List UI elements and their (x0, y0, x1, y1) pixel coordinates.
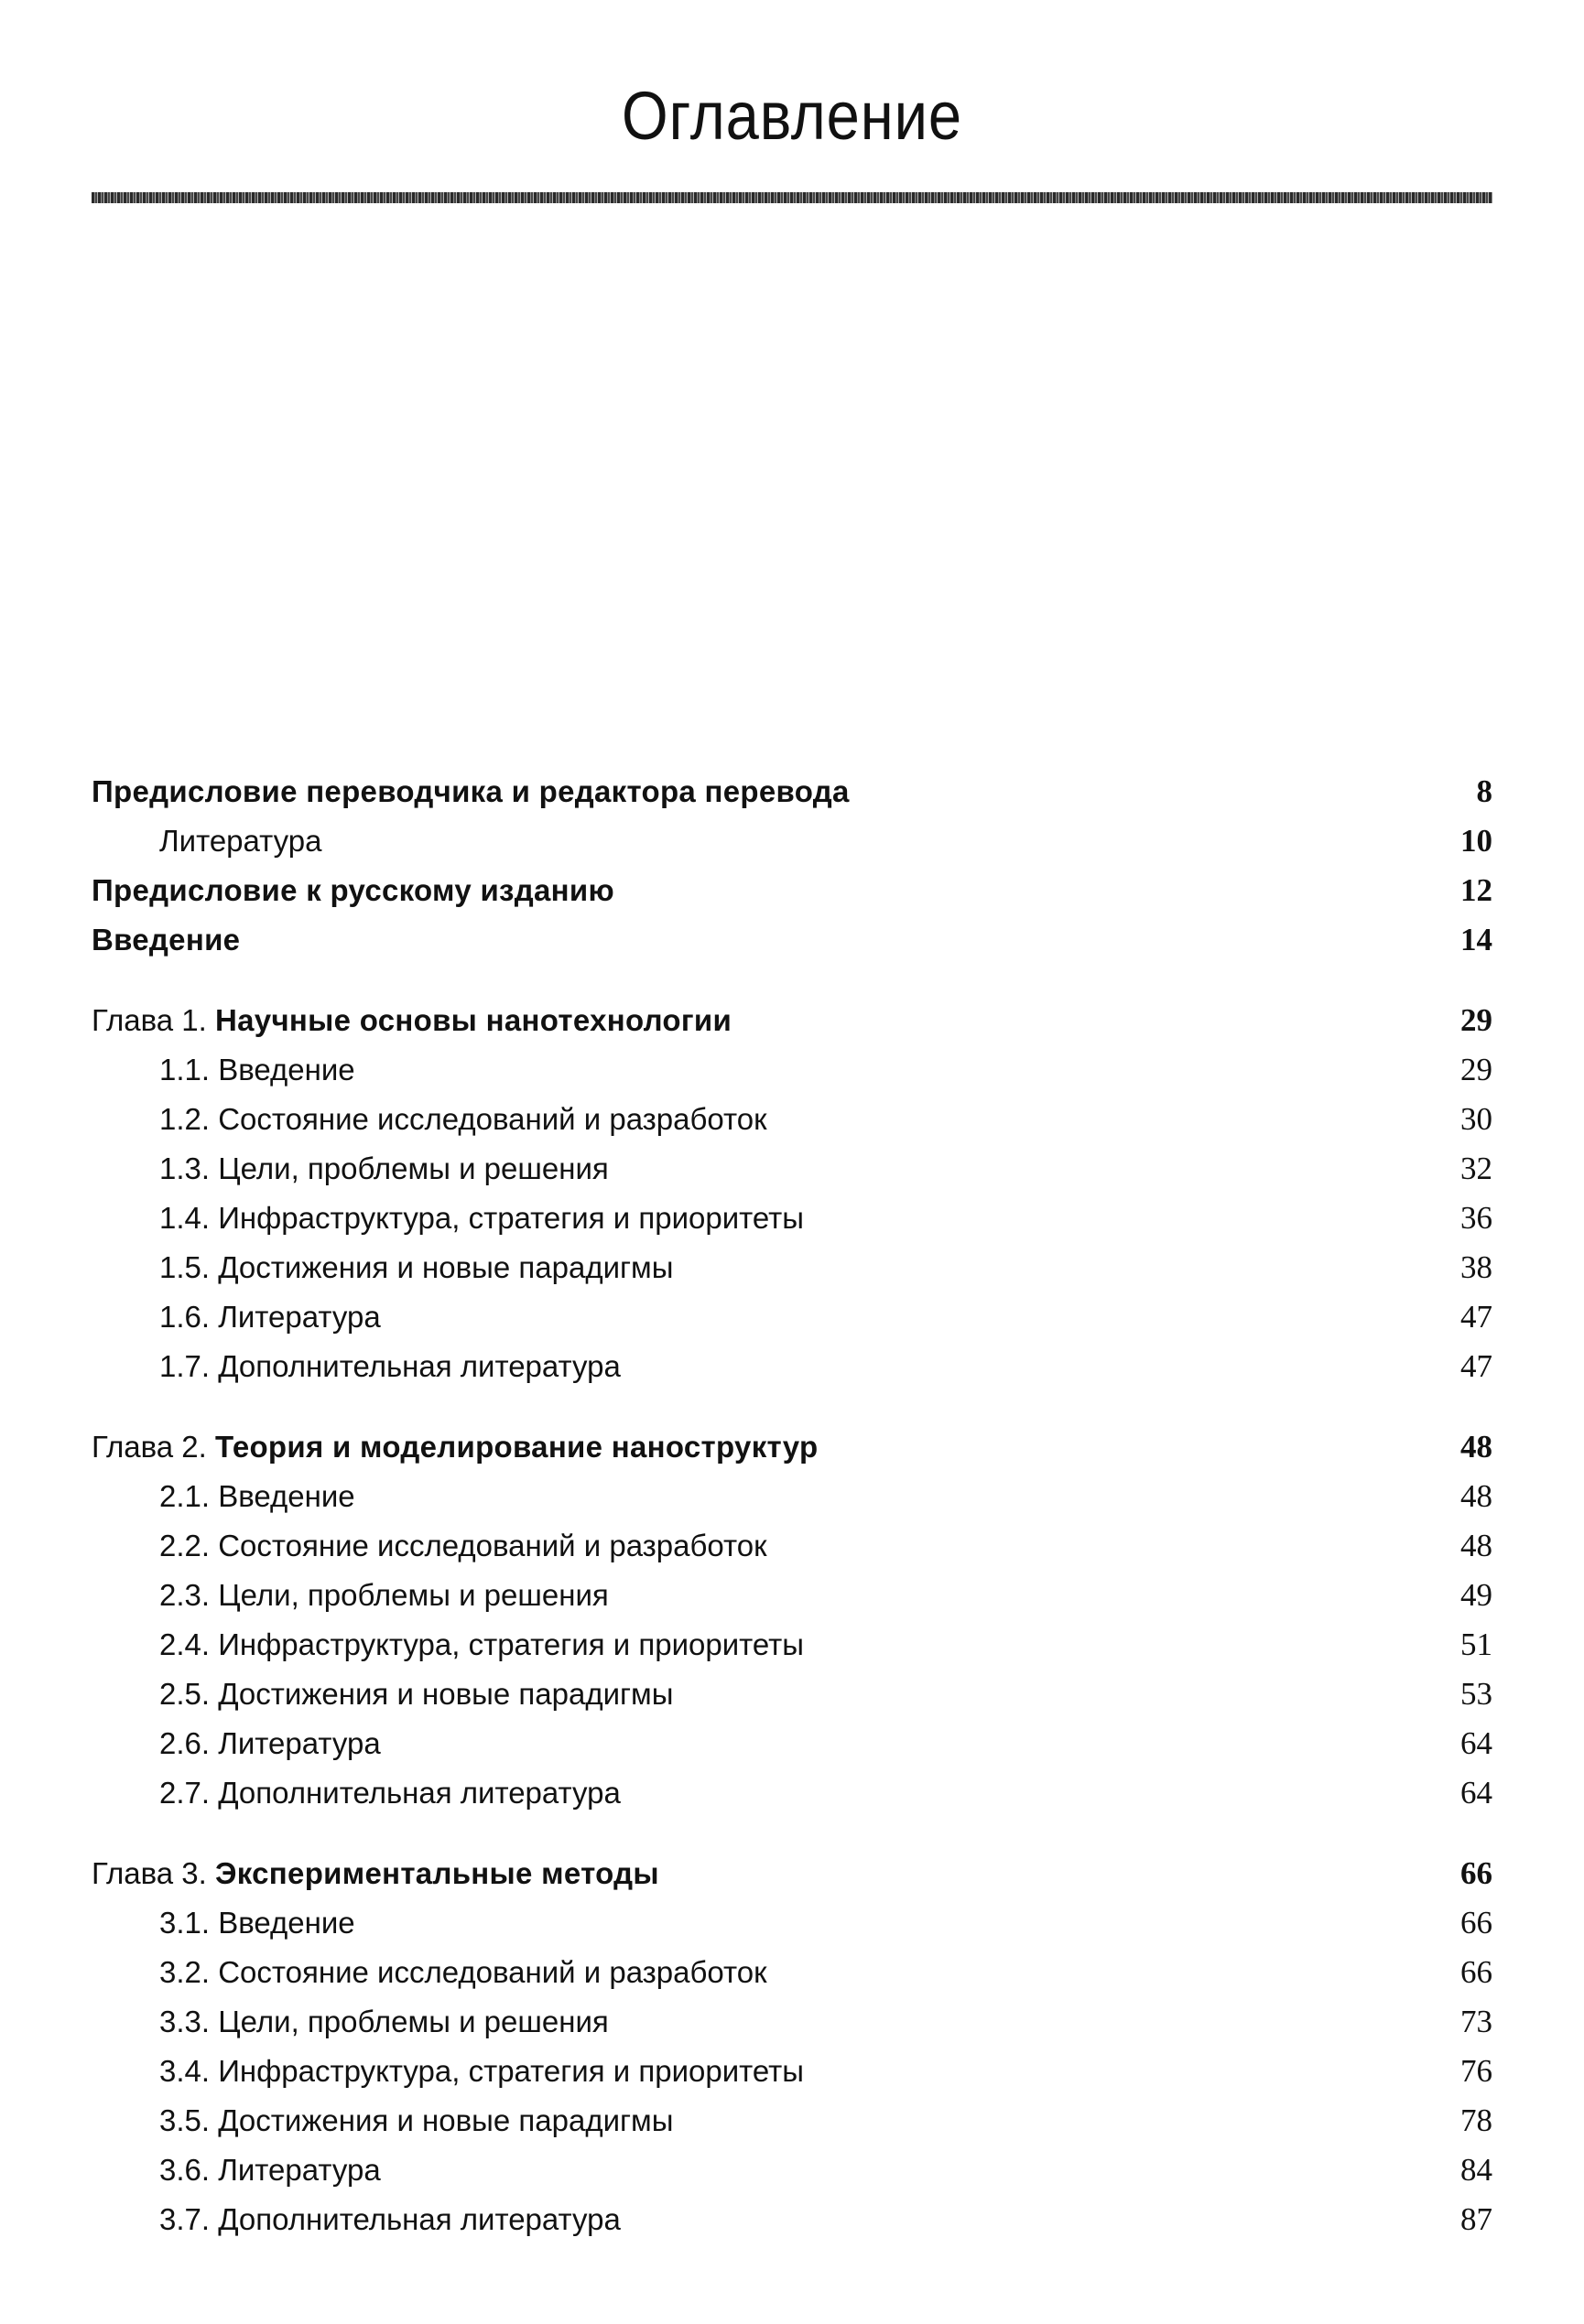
dot-leader (622, 1153, 1373, 1184)
page-number: 87 (1460, 2201, 1492, 2237)
page-number: 51 (1460, 1627, 1492, 1662)
toc-entry-title (159, 2054, 817, 2089)
dot-leader (394, 1302, 1373, 1333)
toc-entry-text: 1.2. Состояние исследований и разработок (159, 1102, 767, 1136)
toc-entry-title (159, 2005, 622, 2039)
dot-leader (368, 1908, 1373, 1939)
toc-entry[interactable] (92, 1768, 1492, 1818)
page-number: 47 (1460, 1348, 1492, 1384)
toc-entry-text: 1.5. Достижения и новые парадигмы (159, 1250, 674, 1284)
toc-entry-text: Литература (159, 824, 322, 858)
dot-leader (780, 1957, 1373, 1988)
toc-entry[interactable] (92, 1948, 1492, 1997)
toc-entry-title (159, 2103, 686, 2138)
page-number: 49 (1460, 1577, 1492, 1613)
dot-leader (686, 2105, 1373, 2136)
dot-leader (817, 1203, 1373, 1234)
toc-entry-title (159, 1627, 817, 1662)
toc-entry-title (159, 1349, 634, 1384)
toc-entry-title (92, 1430, 830, 1465)
page-number: 76 (1460, 2053, 1492, 2089)
toc-entry-text: 3.5. Достижения и новые парадигмы (159, 2103, 674, 2137)
page-number: 10 (1460, 823, 1492, 859)
page-number: 48 (1460, 1528, 1492, 1563)
toc-entry-title (159, 1300, 394, 1335)
toc-entry[interactable] (92, 1342, 1492, 1391)
toc-entry-text: 1.4. Инфраструктура, стратегия и приоритеты (159, 1201, 805, 1235)
dot-leader (672, 1858, 1373, 1889)
toc-entry-text: 2.4. Инфраструктура, стратегия и приоритеты (159, 1627, 805, 1661)
toc-entry-text: 3.2. Состояние исследований и разработок (159, 1955, 767, 1989)
page-number: 12 (1460, 872, 1492, 908)
toc-entry[interactable] (92, 1997, 1492, 2047)
page-number: 66 (1460, 1905, 1492, 1940)
toc-entry-text: 2.1. Введение (159, 1479, 355, 1513)
page-number: 66 (1460, 1855, 1492, 1891)
toc-entry[interactable] (92, 1670, 1492, 1719)
page-number: 8 (1476, 773, 1492, 809)
toc-entry-text: 1.3. Цели, проблемы и решения (159, 1151, 609, 1185)
dot-leader (335, 826, 1374, 857)
page-number: 78 (1460, 2102, 1492, 2138)
toc-entry[interactable] (92, 915, 1492, 965)
page-number: 47 (1460, 1299, 1492, 1335)
toc-entry-title (159, 1201, 817, 1236)
toc-entry[interactable] (92, 1045, 1492, 1095)
toc-entry-title (159, 1906, 368, 1940)
page-number: 48 (1460, 1429, 1492, 1465)
toc-entry[interactable] (92, 1095, 1492, 1144)
toc-entry-title (159, 1726, 394, 1761)
page-number: 48 (1460, 1478, 1492, 1514)
toc-entry-title (92, 1856, 672, 1891)
toc-entry[interactable] (92, 767, 1492, 816)
toc-entry-title (92, 1003, 744, 1038)
page-number: 53 (1460, 1676, 1492, 1712)
toc-entry-text: Научные основы нанотехнологии (215, 1003, 732, 1037)
dot-leader (368, 1054, 1373, 1086)
toc-entry-text: 2.5. Достижения и новые парадигмы (159, 1677, 674, 1711)
toc-entry[interactable] (92, 2195, 1492, 2244)
dot-leader (780, 1530, 1373, 1562)
toc-entry-text: 2.3. Цели, проблемы и решения (159, 1578, 609, 1612)
dot-leader (830, 1432, 1373, 1463)
dot-leader (686, 1252, 1373, 1283)
page-number: 84 (1460, 2152, 1492, 2188)
toc-entry[interactable] (92, 2146, 1492, 2195)
toc-entry-text: 2.6. Литература (159, 1726, 381, 1760)
dot-leader (686, 1679, 1373, 1710)
toc-entry[interactable] (92, 1422, 1492, 1472)
toc-entry-text: 1.7. Дополнительная литература (159, 1349, 621, 1383)
page-number: 64 (1460, 1725, 1492, 1761)
toc-entry-title (159, 1529, 780, 1563)
toc-entry-text: 1.1. Введение (159, 1053, 355, 1086)
toc-entry-text: 3.7. Дополнительная литература (159, 2202, 621, 2236)
toc-entry-text: 2.2. Состояние исследований и разработок (159, 1529, 767, 1562)
toc-entry-title (159, 1250, 686, 1285)
toc-entry-title (159, 1479, 368, 1514)
toc-entry[interactable] (92, 2047, 1492, 2096)
toc-entry-title (92, 923, 253, 957)
toc-entry[interactable] (92, 1521, 1492, 1571)
dot-leader (394, 1728, 1373, 1759)
dot-leader (634, 2204, 1373, 2235)
chapter-prefix: Глава 3. (92, 1856, 215, 1890)
toc-entry[interactable] (92, 1144, 1492, 1194)
toc-entry[interactable] (92, 1472, 1492, 1521)
toc-entry-title (159, 824, 335, 859)
chapter-prefix: Глава 2. (92, 1430, 215, 1464)
toc-entry[interactable] (92, 1292, 1492, 1342)
toc-entry-title (159, 1677, 686, 1712)
toc-entry[interactable] (92, 1571, 1492, 1620)
dot-leader (744, 1005, 1373, 1036)
toc-entry-title (92, 774, 863, 809)
dot-leader (817, 2056, 1373, 2087)
toc-entry-title (159, 1578, 622, 1613)
page-number: 29 (1460, 1002, 1492, 1038)
toc-entry-text: 3.6. Литература (159, 2153, 381, 2187)
page-number: 36 (1460, 1200, 1492, 1236)
dot-leader (634, 1778, 1373, 1809)
toc-entry-title (159, 2202, 634, 2237)
toc-entry[interactable] (92, 1620, 1492, 1670)
page-number: 38 (1460, 1249, 1492, 1285)
page-number: 29 (1460, 1052, 1492, 1087)
page-number: 30 (1460, 1101, 1492, 1137)
dot-leader (863, 776, 1373, 807)
toc-entry[interactable] (92, 866, 1492, 915)
chapter-prefix: Глава 1. (92, 1003, 215, 1037)
page-number: 64 (1460, 1775, 1492, 1811)
toc-entry-text: Предисловие переводчика и редактора перевода (92, 774, 850, 808)
toc-entry-title (159, 1151, 622, 1186)
dot-leader (394, 2155, 1373, 2186)
table-of-contents (92, 767, 1492, 2244)
dot-leader (253, 924, 1373, 956)
toc-entry-title (159, 1102, 780, 1137)
toc-entry-text: 2.7. Дополнительная литература (159, 1776, 621, 1810)
toc-entry[interactable] (92, 2096, 1492, 2146)
toc-entry-text: 3.1. Введение (159, 1906, 355, 1940)
toc-entry-text: Экспериментальные методы (215, 1856, 659, 1890)
title-rule (92, 192, 1492, 203)
toc-entry-title (159, 1776, 634, 1811)
toc-entry-text: Предисловие к русскому изданию (92, 873, 614, 907)
toc-entry[interactable] (92, 816, 1492, 866)
page-number: 32 (1460, 1151, 1492, 1186)
toc-entry[interactable] (92, 996, 1492, 1045)
toc-entry-text: Введение (92, 923, 241, 957)
dot-leader (780, 1104, 1373, 1135)
page-number: 73 (1460, 2004, 1492, 2039)
dot-leader (627, 875, 1373, 906)
toc-entry[interactable] (92, 1898, 1492, 1948)
toc-entry[interactable] (92, 1719, 1492, 1768)
dot-leader (622, 1580, 1373, 1611)
dot-leader (622, 2006, 1373, 2038)
dot-leader (817, 1629, 1373, 1660)
toc-entry[interactable] (92, 1194, 1492, 1243)
dot-leader (634, 1351, 1373, 1382)
toc-entry-text: 1.6. Литература (159, 1300, 381, 1334)
toc-entry[interactable] (92, 1849, 1492, 1898)
toc-entry-title (159, 1955, 780, 1990)
dot-leader (368, 1481, 1373, 1512)
toc-entry-title (92, 873, 627, 908)
toc-entry-title (159, 1053, 368, 1087)
page-number: 14 (1460, 922, 1492, 957)
toc-entry-title (159, 2153, 394, 2188)
toc-entry-text: 3.4. Инфраструктура, стратегия и приоритеты (159, 2054, 805, 2088)
toc-entry-text: 3.3. Цели, проблемы и решения (159, 2005, 609, 2038)
toc-entry-text: Теория и моделирование наноструктур (215, 1430, 819, 1464)
page-number: 66 (1460, 1954, 1492, 1990)
toc-entry[interactable] (92, 1243, 1492, 1292)
page-title: Оглавление (622, 78, 962, 154)
